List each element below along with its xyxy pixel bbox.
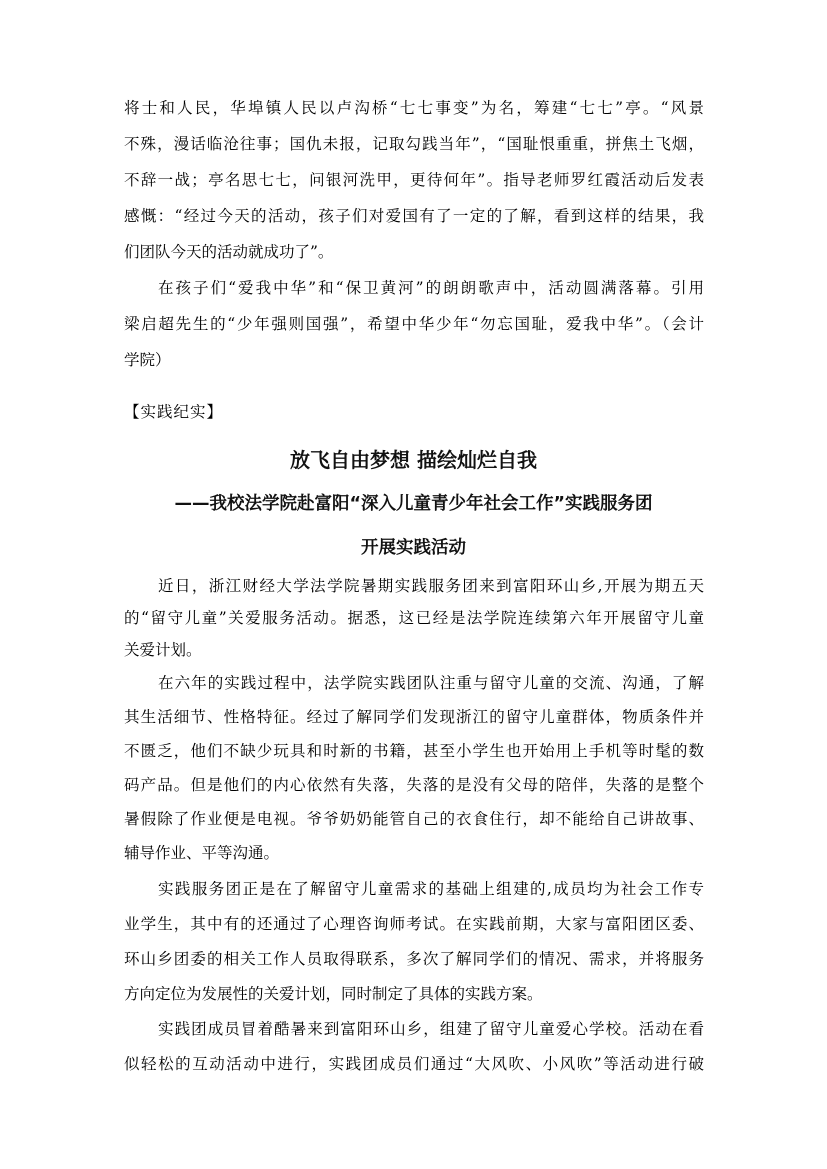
paragraph-line: 方向定位为发展性的关爱计划，同时制定了具体的实践方案。: [124, 985, 543, 1003]
paragraph-line: 不辞一战；亭名思七七，问银河洗甲，更待何年”。指导老师罗红霞活动后发表: [124, 171, 704, 189]
paragraph-line: 的“留守儿童”关爱服务活动。据悉，这已经是法学院连续第六年开展留守儿童: [124, 609, 704, 627]
paragraph-line: 码产品。但是他们的内心依然有失落，失落的是没有父母的陪伴，失落的是整个: [124, 776, 704, 794]
paragraph-line: 不殊，漫话临沧往事；国仇未报，记取勾践当年”，“国耻恨重重，拼焦土飞烟，: [124, 135, 704, 153]
paragraph-line: 环山乡团委的相关工作人员取得联系，多次了解同学们的情况、需求，并将服务: [124, 950, 704, 968]
paragraph-line: 其生活细节、性格特征。经过了解同学们发现浙江的留守儿童群体，物质条件并: [124, 708, 704, 726]
paragraph-line: 实践团成员冒着酷暑来到富阳环山乡，组建了留守儿童爱心学校。活动在看: [158, 1020, 704, 1038]
paragraph-line: 梁启超先生的“少年强则国强”，希望中华少年“勿忘国耻，爱我中华”。（会计: [124, 315, 704, 333]
paragraph-line: 近日，浙江财经大学法学院暑期实践服务团来到富阳环山乡,开展为期五天: [158, 577, 704, 595]
paragraph-line: 在孩子们“爱我中华”和“保卫黄河”的朗朗歌声中，活动圆满落幕。引用: [158, 279, 704, 297]
paragraph-line: 不匮乏，他们不缺少玩具和时新的书籍，甚至小学生也开始用上手机等时髦的数: [124, 742, 704, 760]
paragraph-line: 们团队今天的活动就成功了”。: [124, 243, 334, 261]
paragraph-line: 在六年的实践过程中，法学院实践团队注重与留守儿童的交流、沟通，了解: [158, 674, 704, 692]
section-tag: 【实践纪实】: [124, 403, 224, 421]
paragraph-line: 辅导作业、平等沟通。: [124, 844, 280, 862]
paragraph-line: 学院）: [124, 351, 171, 369]
article-subtitle-line1: ——我校法学院赴富阳“深入儿童青少年社会工作”实践服务团: [174, 494, 653, 514]
article-title: 放飞自由梦想 描绘灿烂自我: [290, 448, 537, 472]
paragraph-line: 业学生，其中有的还通过了心理咨询师考试。在实践前期，大家与富阳团区委、: [124, 915, 704, 933]
paragraph-line: 实践服务团正是在了解留守儿童需求的基础上组建的,成员均为社会工作专: [158, 880, 704, 898]
paragraph-line: 似轻松的互动活动中进行，实践团成员们通过“大风吹、小风吹”等活动进行破: [124, 1055, 704, 1073]
paragraph-line: 关爱计划。: [124, 641, 202, 659]
article-subtitle-line2: 开展实践活动: [361, 538, 466, 558]
paragraph-line: 将士和人民，华埠镇人民以卢沟桥“七七事变”为名，筹建“七七”亭。“风景: [124, 99, 704, 117]
paragraph-line: 感慨：“经过今天的活动，孩子们对爱国有了一定的了解，看到这样的结果，我: [124, 207, 704, 225]
paragraph-line: 暑假除了作业便是电视。爷爷奶奶能管自己的衣食住行，却不能给自己讲故事、: [124, 810, 704, 828]
